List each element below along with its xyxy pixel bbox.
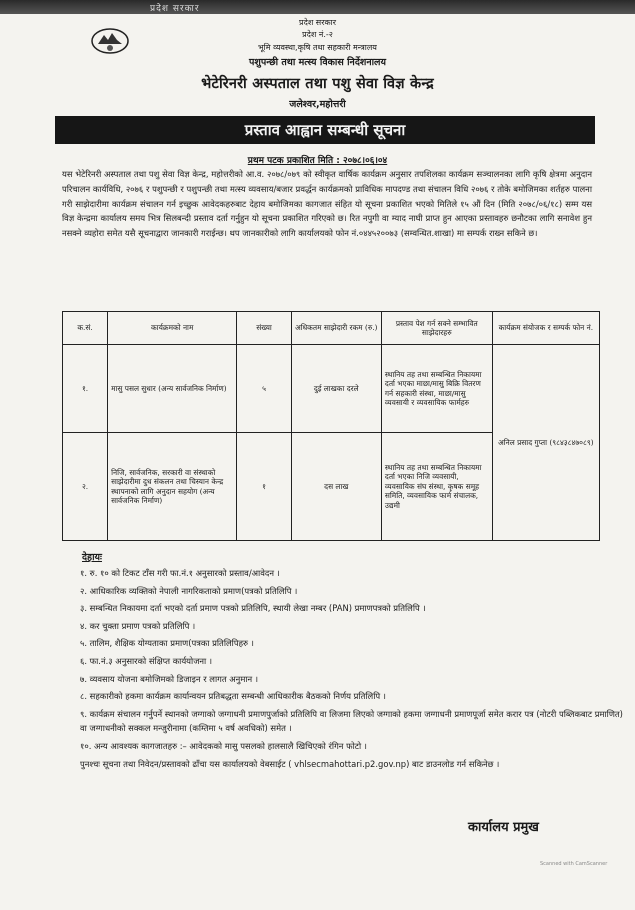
top-strip: [0, 0, 635, 14]
directorate-name: पशुपन्छी तथा मत्स्य विकास निर्देशनालय: [248, 57, 387, 68]
row-quantity: १: [237, 433, 291, 541]
scanner-watermark: Scanned with CamScanner: [540, 861, 608, 867]
table-header-row: [63, 312, 600, 345]
province-govt: प्रदेश सरकार: [299, 18, 336, 27]
note-item: २. आधिकारिक व्यक्तिको नेपाली नागरिकताको प्रमाण(पत्रको प्रतिलिपि ।: [80, 585, 298, 596]
row-coordinator: अनिल प्रसाद गुप्ता (९८४३८४७०८९): [492, 345, 599, 541]
publication-date: प्रथम पटक प्रकाशित मिति : २०७८।०६।०४: [247, 156, 388, 166]
note-item: ७. व्यवसाय योजना बमोजिमको डिजाइन र लागत अनुमान ।: [80, 673, 258, 684]
office-location: जलेश्वर,महोत्तरी: [289, 99, 346, 110]
col-header-program: कार्यक्रमको नाम: [108, 312, 237, 345]
notice-title-banner: प्रस्ताव आह्वान सम्बन्धी सूचना: [55, 116, 595, 144]
row-amount: दस लाख: [291, 433, 381, 541]
row-quantity: ५: [237, 345, 291, 433]
note-item: १०. अन्य आवश्यक कागजातहरु :– आवेदकको मासु पसलको हालसालै खिचिएको रंगिन फोटो ।: [80, 740, 367, 751]
note-item: पुनश्चः सूचना तथा निवेदन/प्रस्तावको ढाँचा यस कार्यालयको वेबसाईट ( vhlsecmahottari.p2.gov.np) बाट डाउनलोड गर्न सकिनेछ ।: [80, 758, 500, 769]
row-amount: दुई लाखका दरले: [291, 345, 381, 433]
note-item: ५. तालिम, शैक्षिक योग्यताका प्रमाण(पत्रका प्रतिलिपिहरु ।: [80, 638, 254, 649]
col-header-eligible: प्रस्ताव पेश गर्न सक्ने सम्भावित साझेदारहरु: [381, 312, 492, 345]
note-item: ३. सम्बन्धित निकायमा दर्ता भएको दर्ता प्रमाण पत्रको प्रतिलिपि, स्थायी लेखा नम्बर (PAN) प्रमाणपत्रको प्रतिलिपि ।: [80, 603, 426, 614]
row-program: निजि, सार्वजनिक, सरकारी वा संस्थाको साझेदारीमा दुध संकलन तथा चिस्यान केन्द्र स्थापनाको लागि अनुदान सहयोग (अन्य सार्वजनिक निर्माण): [108, 433, 237, 541]
row-eligible: स्थानिय तह तथा सम्बन्धित निकायमा दर्ता भएका माछा/मासु बिक्रि वितरण गर्न सहकारी संस्था, माछा/मासु व्यवसायी र व्यवसायिक फार्महरु: [381, 345, 492, 433]
top-strip-text: प्रदेश सरकार: [150, 4, 200, 14]
note-item: १. रु. १० को टिकट टाँस गरी फा.नं.१ अनुसारको प्रस्ताव/आवेदन ।: [80, 568, 280, 578]
notes-list: [80, 566, 625, 774]
note-item: ६. फा.नं.३ अनुसारको संक्षिप्त कार्ययोजना ।: [80, 655, 213, 666]
row-program: मासु पसल सुधार (अन्य सार्वजनिक निर्माण): [108, 345, 237, 433]
row-eligible: स्थानिय तह तथा सम्बन्धित निकायमा दर्ता भएका निजि व्यवसायी, व्यवसायिक संघ संस्था, कृषक समूह समिति, व्यवसायिक फार्म संचालक, उद्यमी: [381, 433, 492, 541]
row-sn: २.: [63, 433, 108, 541]
intro-paragraph: यस भेटेरिनरी अस्पताल तथा पशु सेवा विज्ञ केन्द्र, महोत्तरीको आ.व. २०७८/०७९ को स्वीकृत वार्षिक कार्यक्रम अनुसार तपशिलका कार्यक्रम सञ्चालनका लागि कृषि क्षेत्रमा अनुदान परिचालन कार्यविधि, २०७६ र पशुपन्छी र पशुपन्छी तथा मत्स्य व्यवसाय/बजार प्रवर्द्धन कार्यक्रमको प्राविधिक मापदण्ड तथा संचालन विधि २०७६ र तोके बमोजिमका शर्तहरु पालना गरी साझेदारीमा कार्यक्रम संचालन गर्न इच्छुक आवेदकहरुबाट देहाय बमोजिमका कागजात संहित यो सूचना प्रकाशित भएको मितिले १५ औं दिन (मिति २०७८/०६/१८) सम्म यस विज्ञ केन्द्रमा कार्यालय समय भित्र सिलबन्दी प्रस्ताव दर्ता गर्नुहुन यो सूचना प्रकाशित गरिएको छ। रित नपुगी वा म्याद नाघी प्राप्त हुन आएका प्रस्तावहरु छनौटका लागि सनावेश हुन नसक्ने व्यहोरा समेत यसै सूचनाद्वारा जानकारी गराईन्छ। थप जानकारीको लागि कार्यालयको फोन नं.०४४५२००७३ (सम्वन्धित.शाखा) मा सम्पर्क राख्न सकिने छ।: [62, 169, 592, 239]
office-name: भेटेरिनरी अस्पताल तथा पशु सेवा विज्ञ केन्द्र: [201, 76, 434, 92]
program-table: [62, 311, 600, 541]
row-sn: १.: [63, 345, 108, 433]
col-header-amount: अधिकतम साझेदारी रकम (रु.): [291, 312, 381, 345]
col-header-coordinator: कार्यक्रम संयोजक र सम्पर्क फोन नं.: [492, 312, 599, 345]
ministry-name: भूमि व्यवस्था,कृषि तथा सहकारी मन्त्रालय: [258, 43, 377, 52]
province-number: प्रदेश नं.-२: [302, 30, 333, 39]
note-item: ४. कर चुक्ता प्रमाण पत्रको प्रतिलिपि ।: [80, 620, 196, 631]
signature-office-chief: कार्यालय प्रमुख: [468, 820, 539, 835]
table-row: [63, 345, 600, 433]
note-item: ९. कार्यक्रम संचालन गर्नुपर्ने स्थानको जग्गाको जग्गाधनी प्रमाणपुर्जाको प्रतिलिपि वा लिजमा लिएको जग्गाको हकमा जग्गाधनी प्रमाणपूर्जा समेत करार पत्र (नोटरी पब्लिकबाट प्रमाणित) वा जग्गाधनीको सक्कल मन्जुरीनामा (कम्तिमा ५ वर्ष अवधिको) समेत ।: [80, 708, 623, 734]
col-header-sn: क.सं.: [63, 312, 108, 345]
note-item: ८. सहकारीको हकमा कार्यक्रम कार्यान्वयन प्रतिबद्धता सम्बन्धी आधिकारीक बैठकको निर्णय प्रतिलिपि ।: [80, 691, 386, 702]
col-header-quantity: संख्या: [237, 312, 291, 345]
notes-title: देहायः: [82, 552, 102, 563]
